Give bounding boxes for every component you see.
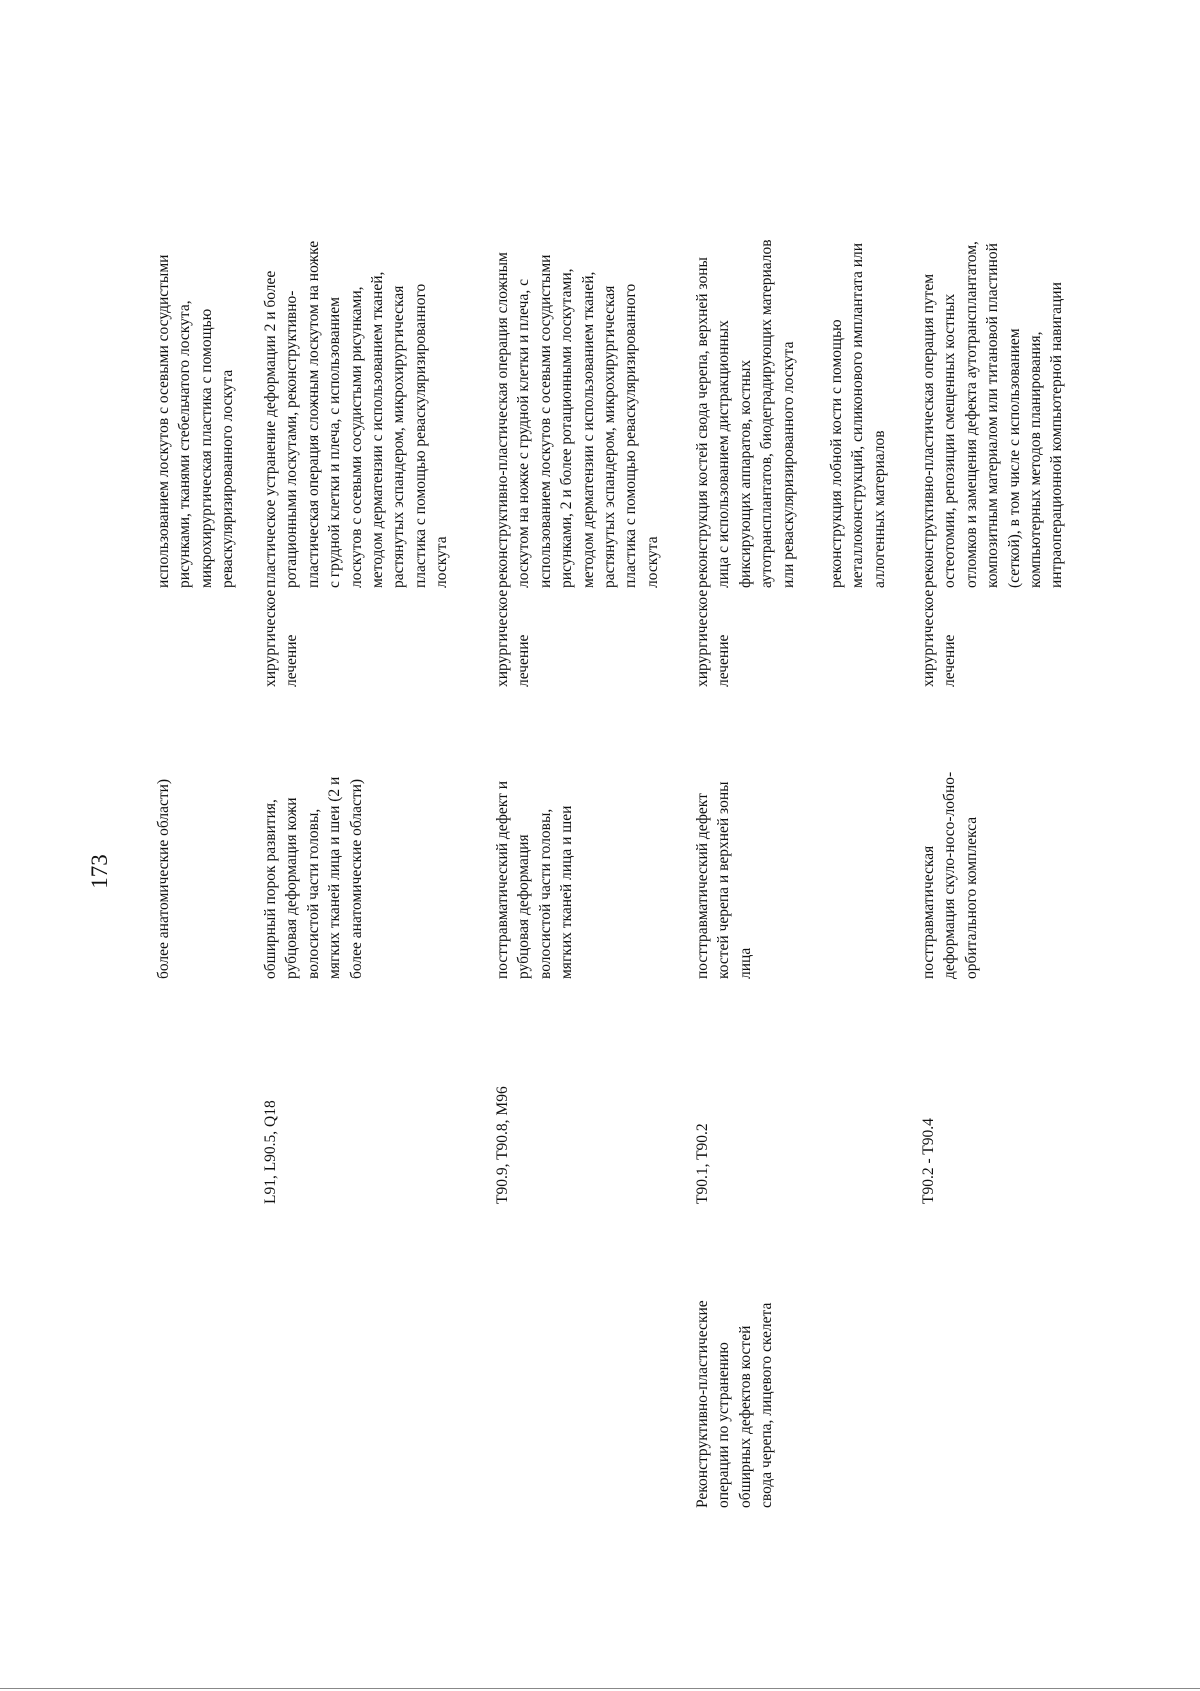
text-line: деформация скуло-носо-лобно-	[941, 771, 959, 979]
cell-model	[692, 781, 756, 979]
text-line: лечение	[515, 634, 533, 687]
text-line: пластика с помощью реваскуляризированного	[411, 283, 429, 588]
text-line: рисунками, 2 и более ротационными лоскутами,	[558, 268, 576, 588]
cell-method	[918, 241, 1095, 588]
text-line: лоскута	[643, 536, 661, 588]
method-block	[826, 239, 890, 588]
text-line: ротационными лоскутами, реконструктивно-	[283, 290, 301, 588]
method-block	[153, 255, 239, 588]
text-line: (сеткой), в том числе с использованием	[1005, 328, 1023, 588]
cell-group	[692, 1300, 778, 1508]
text-line: пластическая операция сложным лоскутом на ножке	[304, 240, 322, 588]
bottom-divider	[0, 1688, 1200, 1689]
text-line: аутотрансплантатов, биодеградирующих материалов	[758, 239, 776, 588]
text-line: фиксирующих аппаратов, костных	[736, 359, 754, 588]
text-line: остеотомии, репозиции смещенных костных	[941, 293, 959, 588]
text-line: использованием лоскутов с осевыми сосудистыми	[536, 254, 554, 588]
cell-treatment	[692, 590, 735, 687]
text-line: посттравматический дефект и	[494, 780, 511, 979]
text-line: отломков и замещения дефекта аутотрансплантатом,	[962, 241, 980, 588]
cell-method	[260, 241, 480, 588]
text-line: реваскуляризированного лоскута	[219, 369, 237, 588]
text-line: свода черепа, лицевого скелета	[758, 1302, 776, 1508]
cell-method	[692, 239, 917, 588]
method-block	[692, 239, 799, 588]
text-line: лица с использованием дистракционных	[715, 320, 733, 588]
text-line: растянутых эспандером, микрохирургическая	[390, 285, 408, 588]
text-line: рубцовая деформация	[515, 834, 533, 979]
text-line: лечение	[283, 634, 301, 687]
text-line: металлоконструкций, силиконового имплантата или	[849, 242, 867, 588]
text-line: реконструкция костей свода черепа, верхней зоны	[694, 257, 711, 588]
text-line: мягких тканей лица и шеи (2 и	[326, 776, 344, 979]
text-line: или реваскуляризированного лоскута	[779, 341, 797, 588]
method-block	[918, 241, 1068, 588]
method-block	[260, 241, 453, 588]
text-line: микрохирургическая пластика с помощью	[197, 308, 215, 588]
cell-codes: T90.9, T90.8, M96	[494, 1086, 511, 1204]
text-line: реконструкция лобной кости с помощью	[828, 319, 846, 588]
text-line: более анатомические области)	[155, 778, 172, 979]
text-line: пластика с помощью реваскуляризированного	[622, 283, 640, 588]
text-line: реконструктивно-пластическая операция путем	[920, 273, 937, 588]
text-line: реконструктивно-пластическая операция сложным	[494, 252, 511, 588]
text-line: пластическое устранение деформации 2 и более	[262, 270, 279, 588]
text-line: посттравматический дефект	[694, 793, 711, 979]
cell-model	[260, 777, 367, 979]
text-line: аллогенных материалов	[870, 430, 888, 588]
text-line: лица	[736, 947, 754, 979]
text-line: операции по устранению	[715, 1342, 733, 1508]
text-line: рисунками, тканями стебельчатого лоскута,	[176, 300, 194, 588]
text-line: композитным материалом или титановой пластиной	[984, 243, 1002, 588]
cell-model	[153, 779, 174, 979]
cell-treatment	[918, 590, 961, 687]
text-line: с грудной клетки и плеча, с использованием	[326, 297, 344, 588]
text-line: более анатомические области)	[347, 778, 365, 979]
text-line: обширных дефектов костей	[736, 1325, 754, 1508]
text-line: волосистой части головы,	[536, 808, 554, 979]
text-line: хирургическое	[494, 589, 511, 687]
page-number: 173	[86, 854, 112, 889]
text-line: интраоперационной компьютерной навигации	[1048, 282, 1066, 588]
cell-model	[918, 772, 982, 979]
text-line: волосистой части головы,	[304, 808, 322, 979]
text-line: хирургическое	[694, 589, 711, 687]
cell-codes: T90.2 - T90.4	[920, 1118, 937, 1204]
text-line: лечение	[715, 634, 733, 687]
text-line: мягких тканей лица и шеи	[558, 805, 576, 979]
cell-method	[492, 252, 690, 588]
text-line: растянутых эспандером, микрохирургическая	[601, 285, 619, 588]
cell-method	[153, 255, 266, 588]
cell-treatment	[492, 590, 535, 687]
text-line: орбитального комплекса	[962, 816, 980, 979]
text-line: использованием лоскутов с осевыми сосудистыми	[155, 254, 172, 588]
text-line: лоскутов с осевыми сосудистыми рисунками,	[347, 286, 365, 588]
cell-model	[492, 781, 578, 979]
text-line: костей черепа и верхней зоны	[715, 781, 733, 979]
text-line: обширный порок развития,	[262, 799, 279, 979]
text-line: лечение	[941, 634, 959, 687]
text-line: хирургическое	[262, 589, 279, 687]
text-line: посттравматическая	[920, 845, 937, 979]
cell-codes: L91, L90.5, Q18	[262, 1100, 279, 1204]
text-line: методом дерматензии с использованием тканей,	[579, 271, 597, 588]
text-line: лоскутом на ножке с грудной клетки и плеча, с	[515, 279, 533, 588]
method-block	[492, 252, 663, 588]
text-line: Реконструктивно-пластические	[694, 1300, 711, 1508]
text-line: компьютерных методов планирования,	[1027, 331, 1045, 588]
cell-treatment	[260, 590, 303, 687]
text-line: методом дерматензии с использованием тканей,	[369, 271, 387, 588]
text-line: лоскута	[433, 536, 451, 588]
text-line: рубцовая деформация кожи	[283, 797, 301, 979]
cell-codes: T90.1, T90.2	[694, 1123, 711, 1204]
text-line: хирургическое	[920, 589, 937, 687]
